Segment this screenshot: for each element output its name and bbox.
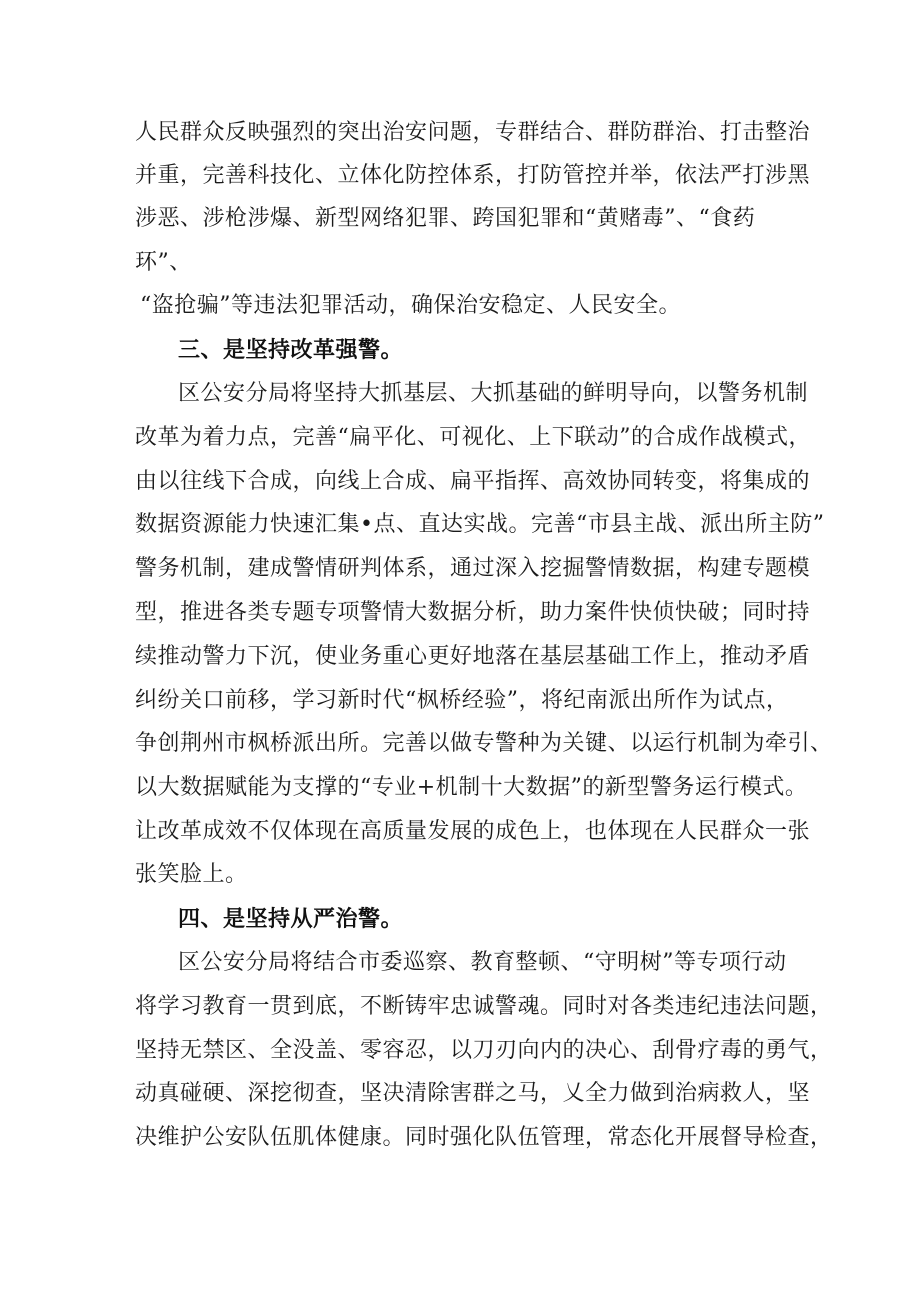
text-line: 并重，完善科技化、立体化防控体系，打防管控并举，依法严打涉黑 (135, 163, 811, 188)
text-line: 改革为着力点，完善“扁平化、可视化、上下联动”的合成作战模式， (135, 425, 811, 450)
text-line: 由以往线下合成，向线上合成、扁平指挥、高效协同转变，将集成的 (135, 469, 811, 494)
section-heading: 四、是坚持从严治警。 (178, 907, 404, 932)
text-line: 型，推进各类专题专项警情大数据分析，助力案件快侦快破；同时持 (135, 600, 811, 625)
text-line: “盗抢骗”等违法犯罪活动，确保治安稳定、人民安全。 (140, 293, 681, 318)
text-line: 警务机制，建成警情研判体系，通过深入挖掘警情数据，构建专题模 (135, 556, 811, 581)
text-line: 续推动警力下沉，使业务重心更好地落在基层基础工作上，推动矛盾 (135, 644, 811, 669)
text-line: 让改革成效不仅体现在高质量发展的成色上，也体现在人民群众一张 (135, 819, 811, 844)
text-line: 数据资源能力快速汇集•点、直达实战。完善“市县主战、派出所主防” (135, 512, 825, 537)
text-line: 涉恶、涉枪涉爆、新型网络犯罪、跨国犯罪和“黄赌毒”、“食药 (135, 206, 756, 231)
text-line: 张笑脸上。 (135, 862, 248, 887)
section-heading: 三、是坚持改革强警。 (178, 338, 404, 363)
text-line: 决维护公安队伍肌体健康。同时强化队伍管理，常态化开展督导检查， (135, 1125, 833, 1150)
text-line: 纠纷关口前移，学习新时代“枫桥经验”，将纪南派出所作为试点， (135, 688, 789, 713)
text-line: 动真碰硬、深挖彻查，坚决清除害群之马，乂全力做到治病救人，坚 (135, 1081, 811, 1106)
text-line: 人民群众反映强烈的突出治安问题，专群结合、群防群治、打击整治 (135, 120, 811, 145)
paragraph-first-line: 区公安分局将坚持大抓基层、大抓基础的鲜明导向，以警务机制 (178, 381, 809, 406)
text-line: 将学习教育一贯到底，不断铸牢忠诚警魂。同时对各类违纪违法问题， (135, 994, 833, 1019)
text-line: 环”、 (135, 250, 192, 275)
paragraph-first-line: 区公安分局将结合市委巡察、教育整顿、“守明树”等专项行动 (178, 950, 787, 975)
text-line: 坚持无禁区、全没盖、零容忍，以刀刃向内的决心、刮骨疗毒的勇气， (135, 1038, 833, 1063)
text-line: 以大数据赋能为支撑的“专业+机制十大数据”的新型警务运行模式。 (135, 775, 808, 800)
text-line: 争创荆州市枫桥派出所。完善以做专警种为关键、以运行机制为牵引、 (135, 731, 833, 756)
